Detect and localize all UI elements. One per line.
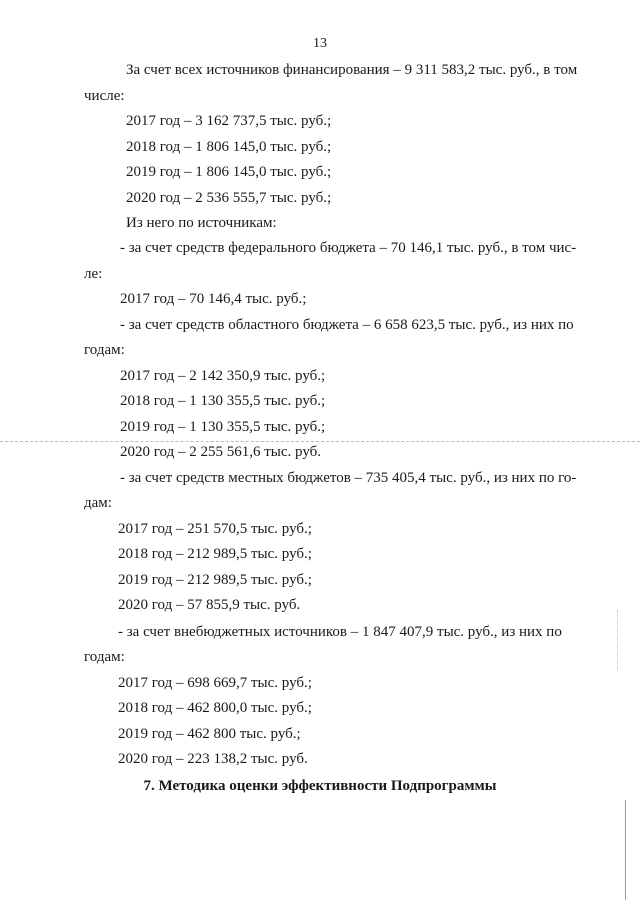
scan-artifact-line [0,441,640,442]
text-line: годам: [84,649,125,665]
text-line: Из него по источникам: [126,215,277,231]
text-line: годам: [84,342,125,358]
text-line: 2020 год – 223 138,2 тыс. руб. [118,751,308,767]
text-line: дам: [84,495,112,511]
text-line: - за счет средств областного бюджета – 6 658 623,5 тыс. руб., из них по [120,317,574,333]
text-line: 2018 год – 1 806 145,0 тыс. руб.; [126,139,332,155]
text-line: - за счет средств федерального бюджета – 70 146,1 тыс. руб., в том чис- [120,240,577,256]
text-line: 2017 год – 2 142 350,9 тыс. руб.; [120,368,326,384]
text-line: 2019 год – 1 806 145,0 тыс. руб.; [126,164,332,180]
text-line: 2019 год – 212 989,5 тыс. руб.; [118,572,312,588]
text-line: числе: [84,88,125,104]
text-line: 2017 год – 70 146,4 тыс. руб.; [120,291,307,307]
text-line: 2018 год – 1 130 355,5 тыс. руб.; [120,393,326,409]
text-line: 2018 год – 462 800,0 тыс. руб.; [118,700,312,716]
text-line: 2020 год – 2 536 555,7 тыс. руб.; [126,190,332,206]
page-number: 13 [313,36,327,51]
text-line: 2017 год – 698 669,7 тыс. руб.; [118,675,312,691]
text-line: 2019 год – 1 130 355,5 тыс. руб.; [120,419,326,435]
text-line: - за счет внебюджетных источников – 1 847 407,9 тыс. руб., из них по [118,624,562,640]
text-line: ле: [84,266,103,282]
text-line: 2020 год – 2 255 561,6 тыс. руб. [120,444,322,460]
text-line: - за счет средств местных бюджетов – 735 405,4 тыс. руб., из них по го- [120,470,577,486]
text-line: 2017 год – 3 162 737,5 тыс. руб.; [126,113,332,129]
text-line: 2019 год – 462 800 тыс. руб.; [118,726,301,742]
text-line: 2020 год – 57 855,9 тыс. руб. [118,597,301,613]
section-heading: 7. Методика оценки эффективности Подпрограммы [143,778,497,794]
text-line: За счет всех источников финансирования – 9 311 583,2 тыс. руб., в том [126,62,578,78]
text-line: 2018 год – 212 989,5 тыс. руб.; [118,546,312,562]
scan-edge-mark [617,610,618,670]
scan-edge-mark [625,800,626,900]
text-line: 2017 год – 251 570,5 тыс. руб.; [118,521,312,537]
